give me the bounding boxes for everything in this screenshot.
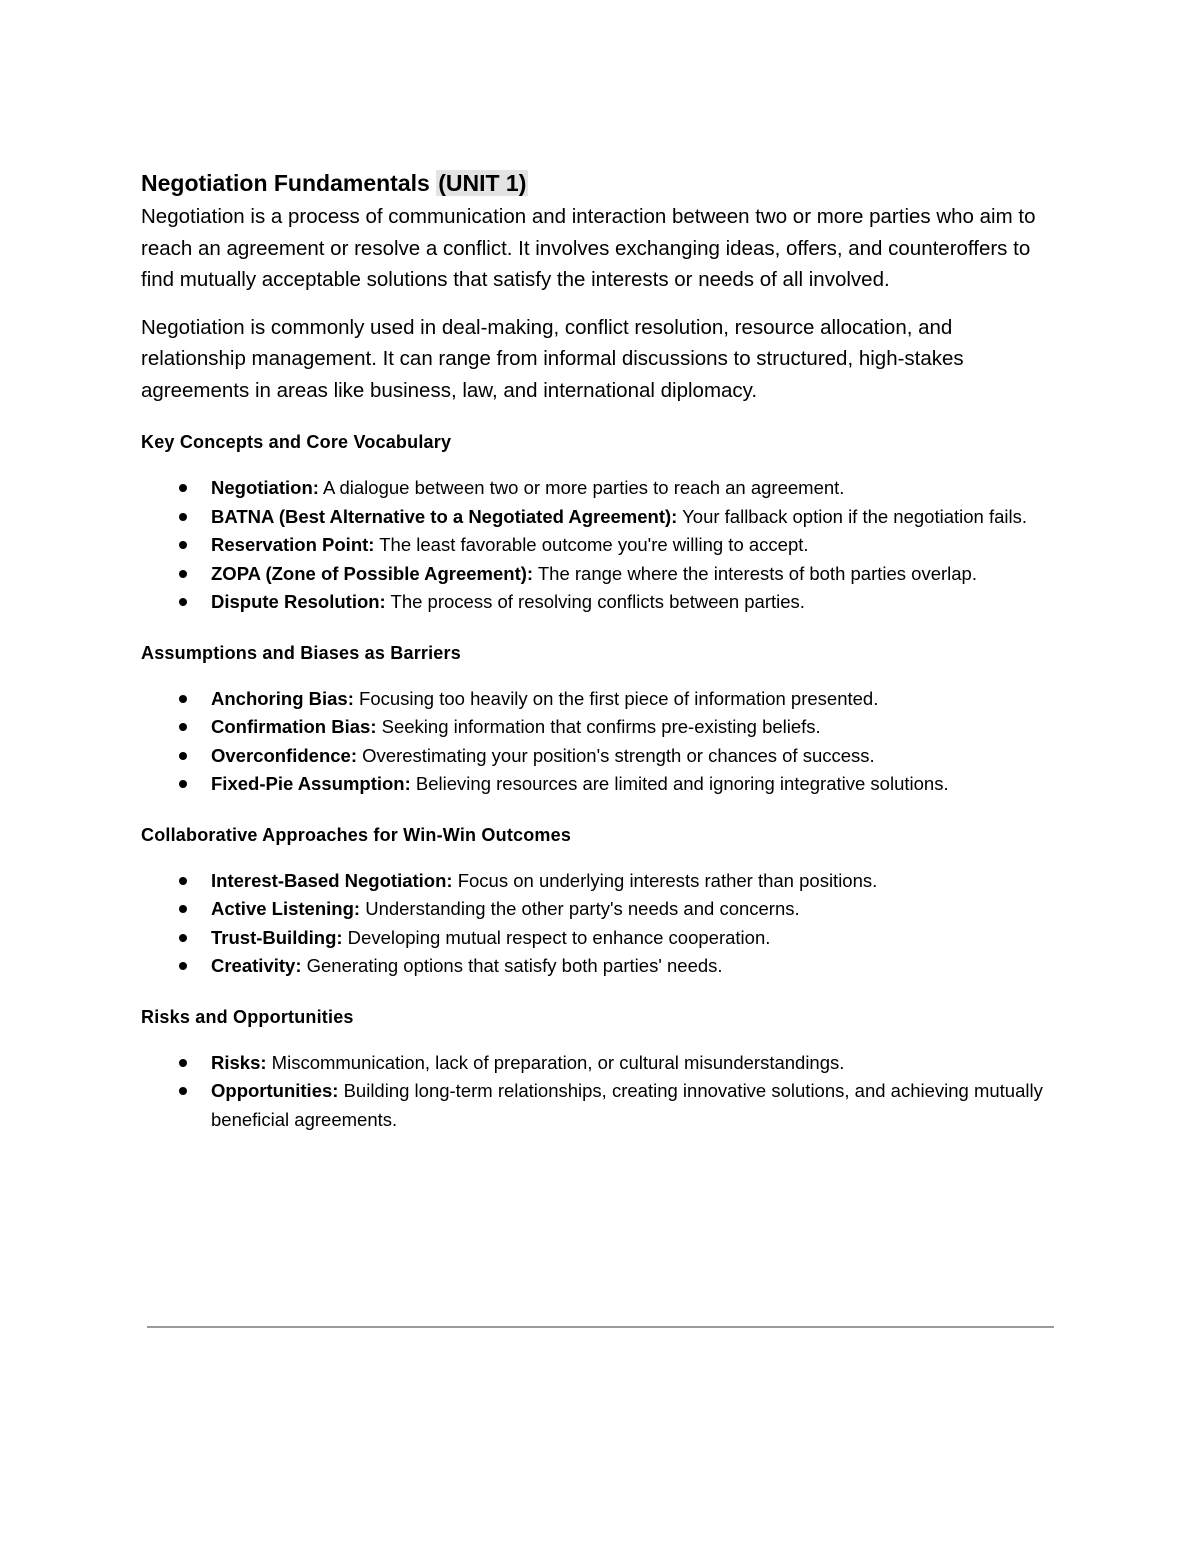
- list-item: [141, 895, 1056, 924]
- list-item-text: Your fallback option if the negotiation fails.: [677, 505, 1028, 527]
- bullet-icon: [179, 780, 187, 788]
- intro-paragraph: Negotiation is a process of communication and interaction between two or more parties who aim to reach an agreement or resolve a conflict. It involves exchanging ideas, offers, and counteroffers to find mutually acceptable solutions that satisfy the interests or needs of all involved.: [141, 205, 1036, 291]
- bullet-icon: [179, 962, 187, 970]
- title-unit-highlight: (UNIT 1): [438, 170, 527, 196]
- section-heading-assumptions-biases: Assumptions and Biases as Barriers: [141, 642, 461, 663]
- bullet-icon: [179, 877, 187, 885]
- bullet-icon: [179, 570, 187, 578]
- list-item-term: Creativity:: [211, 955, 302, 976]
- list-item: [141, 560, 1056, 589]
- list-item: [141, 742, 1056, 771]
- list-item: [141, 685, 1056, 714]
- list-item-text: The range where the interests of both parties overlap.: [533, 562, 977, 584]
- list-item-term: Risks:: [211, 1051, 267, 1073]
- list-item-text: Believing resources are limited and ignoring integrative solutions.: [410, 773, 949, 794]
- list-item: [141, 474, 1056, 503]
- bullet-icon: [179, 695, 187, 703]
- list-item: [141, 713, 1056, 742]
- section-heading-risks-opportunities: Risks and Opportunities: [141, 1006, 354, 1027]
- intro-paragraph: Negotiation is commonly used in deal-making, conflict resolution, resource allocation, and relationship management. It can range from informal discussions to structured, high-stakes agreements in areas like business, law, and international diplomacy.: [141, 315, 964, 402]
- bullet-icon: [179, 752, 187, 760]
- list-item-term: BATNA (Best Alternative to a Negotiated Agreement):: [211, 505, 678, 527]
- list-item: [141, 770, 1056, 799]
- list-item: [141, 867, 1056, 896]
- list-item-text: Focusing too heavily on the first piece of information presented.: [353, 687, 879, 709]
- section-heading-collaborative-approaches: Collaborative Approaches for Win-Win Outcomes: [141, 824, 572, 845]
- list-item-term: Negotiation:: [211, 477, 319, 498]
- list-item-text: Developing mutual respect to enhance cooperation.: [342, 926, 771, 948]
- list-item: [141, 952, 1056, 981]
- bullet-list-risks-opportunities: [141, 1049, 1056, 1135]
- bullet-icon: [179, 723, 187, 731]
- list-item-text: Overestimating your position's strength or chances of success.: [357, 744, 875, 766]
- list-item: [141, 1049, 1056, 1078]
- list-item-term: Trust-Building:: [211, 926, 343, 948]
- list-item-term: Interest-Based Negotiation:: [211, 869, 453, 891]
- bullet-list-key-concepts: [141, 474, 1056, 617]
- bullet-icon: [179, 484, 187, 492]
- list-item-text: Seeking information that confirms pre-existing beliefs.: [376, 716, 821, 737]
- document-page: [141, 165, 1056, 1134]
- list-item-text: Building long-term relationships, creating innovative solutions, and achieving mutually beneficial agreements.: [211, 1080, 1043, 1130]
- horizontal-divider: [147, 1326, 1054, 1328]
- bullet-icon: [179, 934, 187, 942]
- list-item-term: Opportunities:: [211, 1080, 339, 1101]
- list-item-text: Understanding the other party's needs and concerns.: [360, 898, 800, 919]
- bullet-list-collaborative-approaches: [141, 867, 1056, 981]
- list-item-term: Fixed-Pie Assumption:: [211, 773, 411, 794]
- list-item-text: Generating options that satisfy both parties' needs.: [301, 955, 723, 976]
- document-title: [141, 165, 1056, 201]
- bullet-list-assumptions-biases: [141, 685, 1056, 799]
- bullet-icon: [179, 1087, 187, 1095]
- list-item-text: A dialogue between two or more parties to reach an agreement.: [318, 477, 845, 498]
- list-item-term: ZOPA (Zone of Possible Agreement):: [211, 562, 534, 584]
- bullet-icon: [179, 1059, 187, 1067]
- list-item-text: Focus on underlying interests rather than positions.: [452, 869, 878, 891]
- list-item: [141, 924, 1056, 953]
- list-item-term: Confirmation Bias:: [211, 716, 377, 737]
- list-item-term: Dispute Resolution:: [211, 591, 386, 612]
- section-heading-key-concepts: Key Concepts and Core Vocabulary: [141, 432, 452, 452]
- list-item: [141, 531, 1056, 560]
- list-item-term: Anchoring Bias:: [211, 687, 354, 709]
- bullet-icon: [179, 513, 187, 521]
- list-item-text: The least favorable outcome you're willing to accept.: [374, 534, 809, 555]
- list-item: [141, 1077, 1056, 1134]
- list-item-term: Overconfidence:: [211, 744, 357, 766]
- list-item-text: Miscommunication, lack of preparation, or cultural misunderstandings.: [266, 1051, 845, 1073]
- list-item: [141, 503, 1056, 532]
- title-main: Negotiation Fundamentals: [141, 170, 437, 196]
- list-item-term: Reservation Point:: [211, 534, 375, 555]
- list-item: [141, 588, 1056, 617]
- list-item-term: Active Listening:: [211, 898, 361, 919]
- bullet-icon: [179, 598, 187, 606]
- list-item-text: The process of resolving conflicts between parties.: [385, 591, 805, 612]
- bullet-icon: [179, 541, 187, 549]
- bullet-icon: [179, 905, 187, 913]
